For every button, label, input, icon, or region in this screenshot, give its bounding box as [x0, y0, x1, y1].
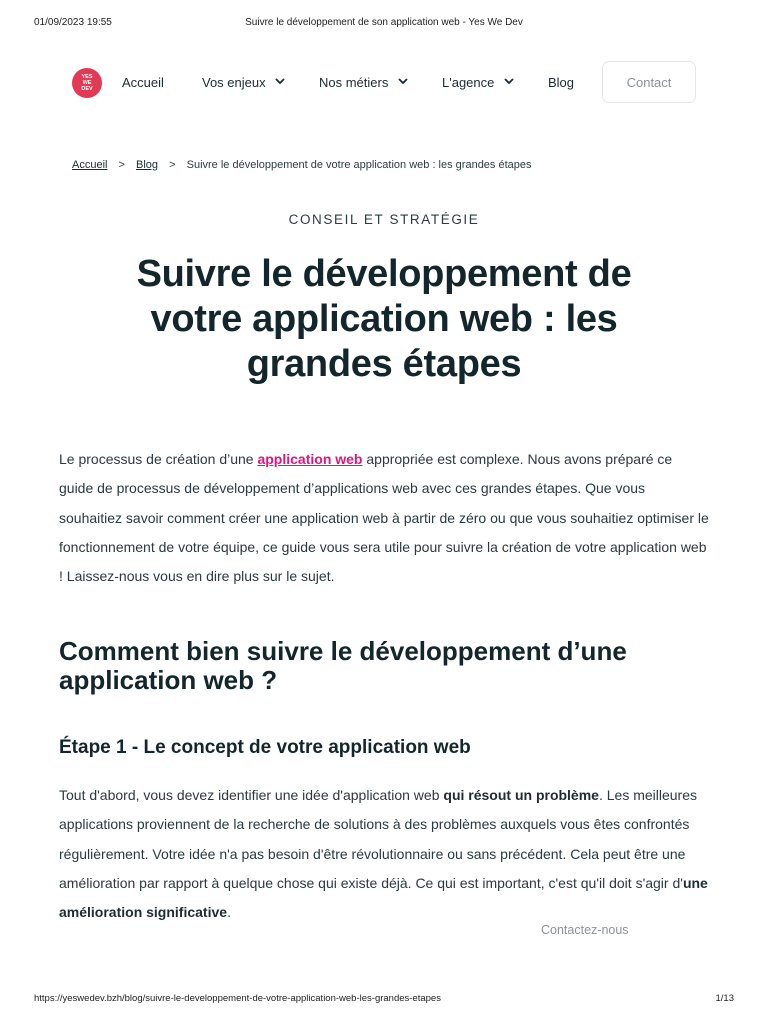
section-heading: Comment bien suivre le développement d’une application web ?	[59, 636, 627, 695]
nav-item-label: Blog	[548, 75, 575, 90]
intro-text-start: Le processus de création d’une	[59, 451, 258, 467]
nav-item-vos-enjeux[interactable]	[202, 75, 285, 90]
logo-line-2: WE	[82, 80, 92, 86]
breadcrumb-current: Suivre le développement de votre application web : les grandes étapes	[186, 159, 532, 171]
step-1-text-3: .	[227, 904, 231, 921]
article-category: CONSEIL ET STRATÉGIE	[288, 212, 480, 227]
breadcrumb	[72, 159, 532, 171]
nav-item-lagence[interactable]	[442, 75, 514, 90]
nav-item-nos-metiers[interactable]	[319, 75, 408, 90]
nav-item-label: Nos métiers	[319, 75, 389, 90]
print-page-number: 1/13	[715, 993, 734, 1004]
application-web-link[interactable]: application web	[257, 451, 363, 467]
contact-button[interactable]: Contact	[602, 61, 696, 103]
step-1-text-1: Tout d'abord, vous devez identifier une idée d'application web	[59, 787, 444, 803]
nav-item-label: Accueil	[122, 75, 164, 90]
print-datetime: 01/09/2023 19:55	[34, 17, 112, 28]
breadcrumb-separator: >	[169, 159, 176, 171]
nav-item-label: Vos enjeux	[202, 75, 266, 90]
step-1-bold-2: une amélioration significative	[59, 874, 708, 921]
main-navbar	[0, 61, 768, 105]
contactez-nous-button[interactable]: Contactez-nous	[541, 923, 629, 937]
chevron-down-icon	[398, 78, 408, 85]
intro-text-end: appropriée est complexe. Nous avons préparé ce guide de processus de développement d’applications web avec ces grandes étapes. Que vous souhaitiez savoir comment créer une application web à partir de zéro ou que vous souhaitiez optimiser le fonctionnement de votre équipe, ce guide vous sera utile pour suivre la création de votre application web ! Laissez-nous vous en dire plus sur le sujet.	[59, 451, 709, 585]
breadcrumb-home-link[interactable]: Accueil	[72, 159, 108, 171]
chevron-down-icon	[275, 78, 285, 85]
breadcrumb-separator: >	[118, 159, 125, 171]
print-footer	[0, 993, 768, 1007]
yeswedev-logo[interactable]	[72, 68, 102, 98]
print-url: https://yeswedev.bzh/blog/suivre-le-developpement-de-votre-application-web-les-grandes-etapes	[34, 993, 441, 1004]
print-document-title: Suivre le développement de son application web - Yes We Dev	[245, 17, 523, 28]
article-title: Suivre le développement de votre application web : les grandes étapes	[136, 253, 632, 385]
step-1-heading: Étape 1 - Le concept de votre application web	[59, 737, 471, 758]
step-1-bold-1: qui résout un problème	[443, 787, 599, 803]
print-header	[0, 17, 768, 31]
nav-item-blog[interactable]	[548, 75, 574, 90]
step-1-paragraph	[59, 781, 709, 927]
breadcrumb-blog-link[interactable]: Blog	[136, 159, 159, 171]
logo-line-1: YES	[81, 74, 93, 80]
chevron-down-icon	[504, 78, 514, 85]
logo-line-3: DEV	[81, 86, 93, 92]
nav-item-label: L'agence	[442, 75, 495, 90]
step-1-text-2: . Les meilleures applications proviennent de la recherche de solutions à des problèmes auxquels vous êtes confrontés régulièrement. Votre idée n'a pas besoin d'être révolutionnaire ou sans précédent. Cela peut être une amélioration par rapport à quelque chose qui existe déjà. Ce qui est important, c'est qu'il doit s'agir d'	[59, 787, 698, 891]
nav-item-accueil[interactable]	[122, 75, 164, 90]
intro-paragraph	[59, 445, 709, 591]
